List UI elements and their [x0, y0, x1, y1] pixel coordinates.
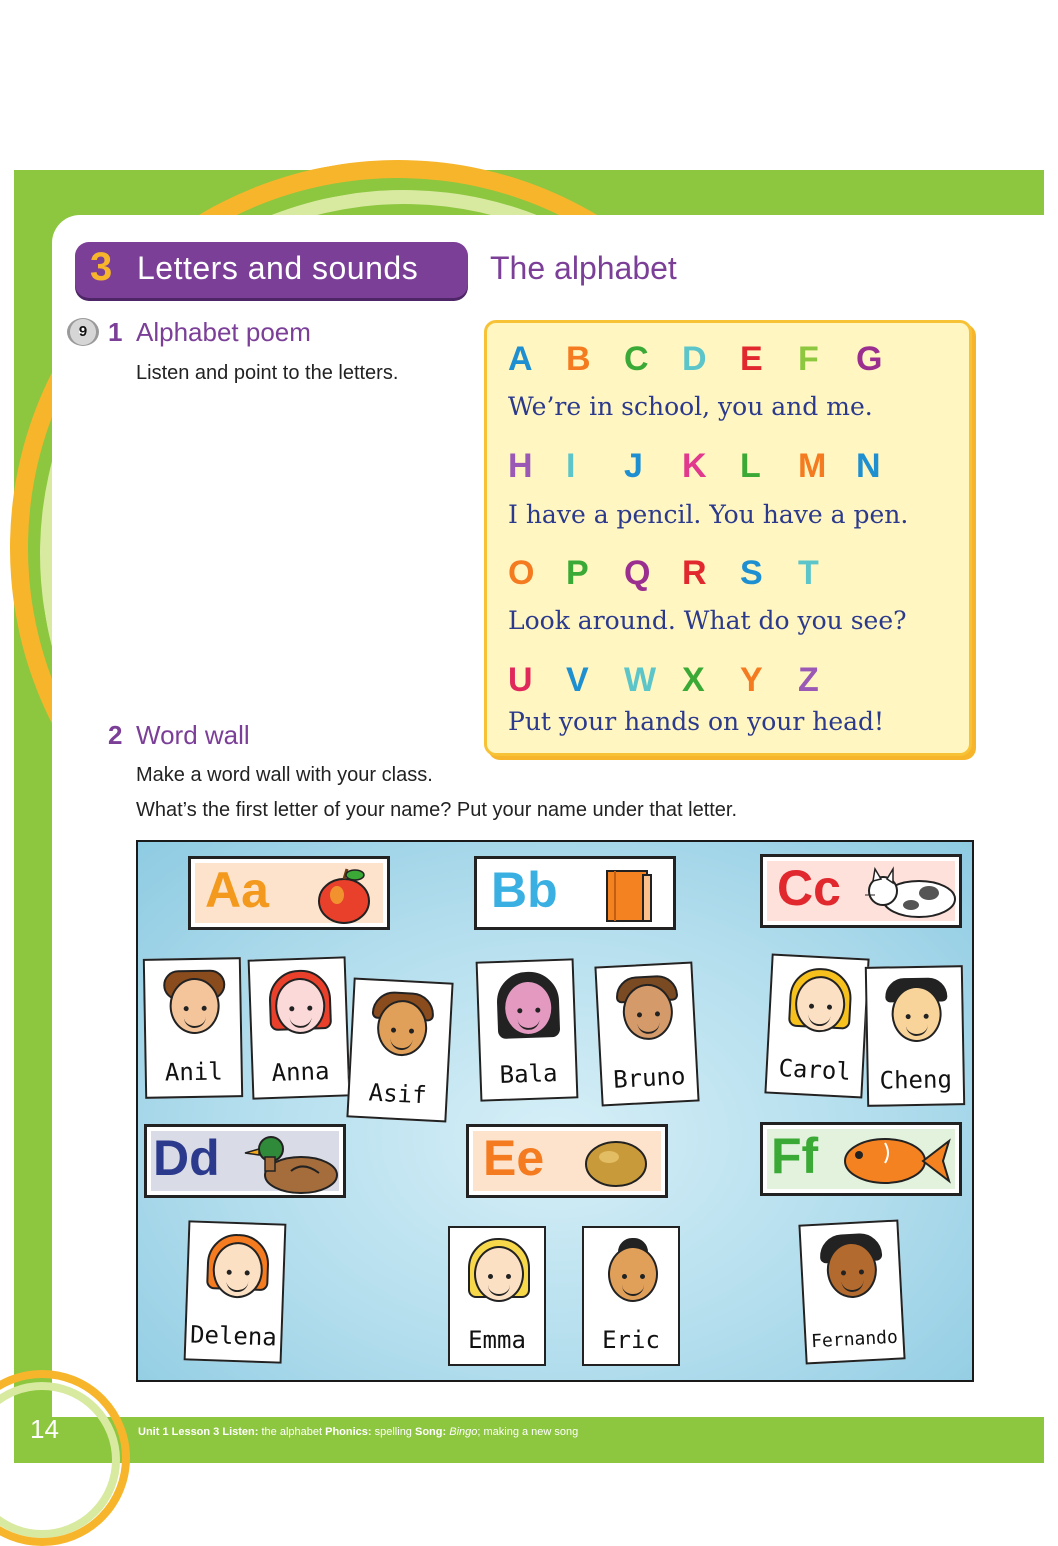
- egg-icon: [583, 1137, 649, 1191]
- exercise-instruction: What’s the first letter of your name? Put your name under that letter.: [136, 799, 738, 821]
- poem-line: I have a pencil. You have a pen.: [508, 500, 909, 529]
- name-label: Emma: [468, 1326, 526, 1354]
- name-card: [476, 958, 579, 1101]
- alphabet-letter[interactable]: W: [624, 661, 657, 699]
- duck-icon: [241, 1131, 345, 1197]
- name-label: Cheng: [879, 1065, 953, 1095]
- exercise-number: 2: [108, 720, 123, 750]
- name-card: [865, 965, 965, 1107]
- card-letters: Bb: [491, 862, 558, 918]
- exercise-instruction: Make a word wall with your class.: [136, 764, 433, 786]
- name-label: Carol: [777, 1054, 852, 1086]
- letter-card-inner: [481, 863, 669, 923]
- name-card: [594, 962, 699, 1107]
- footer-corner-decoration: [14, 1370, 104, 1463]
- alphabet-letter[interactable]: P: [566, 554, 589, 592]
- alphabet-letter[interactable]: Q: [624, 554, 651, 592]
- letter-card-dd: [144, 1124, 346, 1198]
- alphabet-letter[interactable]: V: [566, 661, 589, 699]
- alphabet-letter[interactable]: O: [508, 554, 535, 592]
- alphabet-letter[interactable]: E: [740, 340, 763, 378]
- cat-icon: [859, 865, 959, 923]
- letter-row: [508, 661, 856, 700]
- alphabet-letter[interactable]: Z: [798, 661, 819, 699]
- exercise-instruction: Listen and point to the letters.: [136, 362, 399, 384]
- card-letters: Ff: [771, 1128, 819, 1184]
- alphabet-letter[interactable]: U: [508, 661, 533, 699]
- letter-card-bb: [474, 856, 676, 930]
- letter-row: [508, 447, 914, 486]
- poem-line: We’re in school, you and me.: [508, 392, 873, 421]
- name-label: Delena: [189, 1320, 278, 1352]
- name-label: Anna: [271, 1056, 330, 1087]
- letter-card-inner: [195, 863, 383, 923]
- name-card: [346, 977, 453, 1122]
- card-letters: Dd: [153, 1130, 220, 1186]
- name-label: Bala: [499, 1058, 558, 1089]
- name-label: Bruno: [612, 1062, 687, 1094]
- exercise-title: Word wall: [136, 720, 250, 750]
- alphabet-letter[interactable]: L: [740, 447, 761, 485]
- alphabet-letter[interactable]: A: [508, 340, 533, 378]
- alphabet-letter[interactable]: D: [682, 340, 707, 378]
- alphabet-letter[interactable]: S: [740, 554, 763, 592]
- lesson-subtitle: The alphabet: [490, 250, 677, 286]
- alphabet-letter[interactable]: I: [566, 447, 576, 485]
- alphabet-letter[interactable]: M: [798, 447, 827, 485]
- alphabet-letter[interactable]: N: [856, 447, 881, 485]
- alphabet-letter[interactable]: F: [798, 340, 819, 378]
- letter-card-inner: [767, 1129, 955, 1189]
- name-card: [798, 1219, 905, 1364]
- name-card: [448, 1226, 546, 1366]
- letter-card-inner: [473, 1131, 661, 1191]
- book-icon: [603, 867, 655, 925]
- name-card: [184, 1220, 287, 1363]
- alphabet-letter[interactable]: C: [624, 340, 649, 378]
- card-letters: Ee: [483, 1130, 545, 1186]
- apple-icon: [313, 867, 375, 925]
- phonics-label: Phonics:: [325, 1426, 372, 1438]
- listen-value: the alphabet: [261, 1426, 323, 1438]
- letter-card-ff: [760, 1122, 962, 1196]
- letter-card-inner: [767, 861, 955, 921]
- alphabet-letter[interactable]: H: [508, 447, 533, 485]
- alphabet-letter[interactable]: B: [566, 340, 591, 378]
- listen-label: Listen:: [222, 1426, 259, 1438]
- exercise-title: Alphabet poem: [136, 317, 311, 347]
- lesson-title: Letters and sounds: [137, 250, 419, 286]
- footer-lesson-info: [138, 1426, 578, 1438]
- letter-card-aa: [188, 856, 390, 930]
- name-card: [582, 1226, 680, 1366]
- name-card: [248, 956, 351, 1099]
- name-label: Fernando: [810, 1326, 899, 1353]
- page-number: 14: [30, 1414, 59, 1444]
- unit-label: Unit 1 Lesson 3: [138, 1426, 220, 1438]
- lesson-number: 3: [90, 245, 113, 289]
- letter-row: [508, 340, 914, 379]
- fish-icon: [837, 1129, 953, 1191]
- poem-line: Put your hands on your head!: [508, 707, 885, 736]
- name-card: [764, 954, 869, 1099]
- alphabet-letter[interactable]: G: [856, 340, 883, 378]
- track-number: 9: [78, 323, 88, 340]
- song-rest: ; making a new song: [477, 1426, 579, 1438]
- name-label: Eric: [602, 1326, 660, 1354]
- alphabet-letter[interactable]: X: [682, 661, 705, 699]
- name-label: Asif: [368, 1078, 428, 1110]
- phonics-value: spelling: [374, 1426, 412, 1438]
- card-letters: Cc: [777, 860, 841, 916]
- alphabet-letter[interactable]: J: [624, 447, 643, 485]
- alphabet-letter[interactable]: R: [682, 554, 707, 592]
- audio-cd-icon[interactable]: [67, 318, 99, 346]
- card-letters: Aa: [205, 862, 269, 918]
- letter-card-inner: [151, 1131, 339, 1191]
- name-card: [143, 957, 243, 1099]
- alphabet-letter[interactable]: Y: [740, 661, 763, 699]
- poem-line: Look around. What do you see?: [508, 606, 907, 635]
- word-wall-illustration: [136, 840, 974, 1382]
- song-label: Song:: [415, 1426, 447, 1438]
- alphabet-letter[interactable]: K: [682, 447, 707, 485]
- letter-row: [508, 554, 856, 593]
- name-label: Anil: [164, 1057, 223, 1087]
- letter-card-ee: [466, 1124, 668, 1198]
- song-value: Bingo: [449, 1426, 478, 1438]
- exercise-number: 1: [108, 317, 123, 347]
- letter-card-cc: [760, 854, 962, 928]
- alphabet-letter[interactable]: T: [798, 554, 819, 592]
